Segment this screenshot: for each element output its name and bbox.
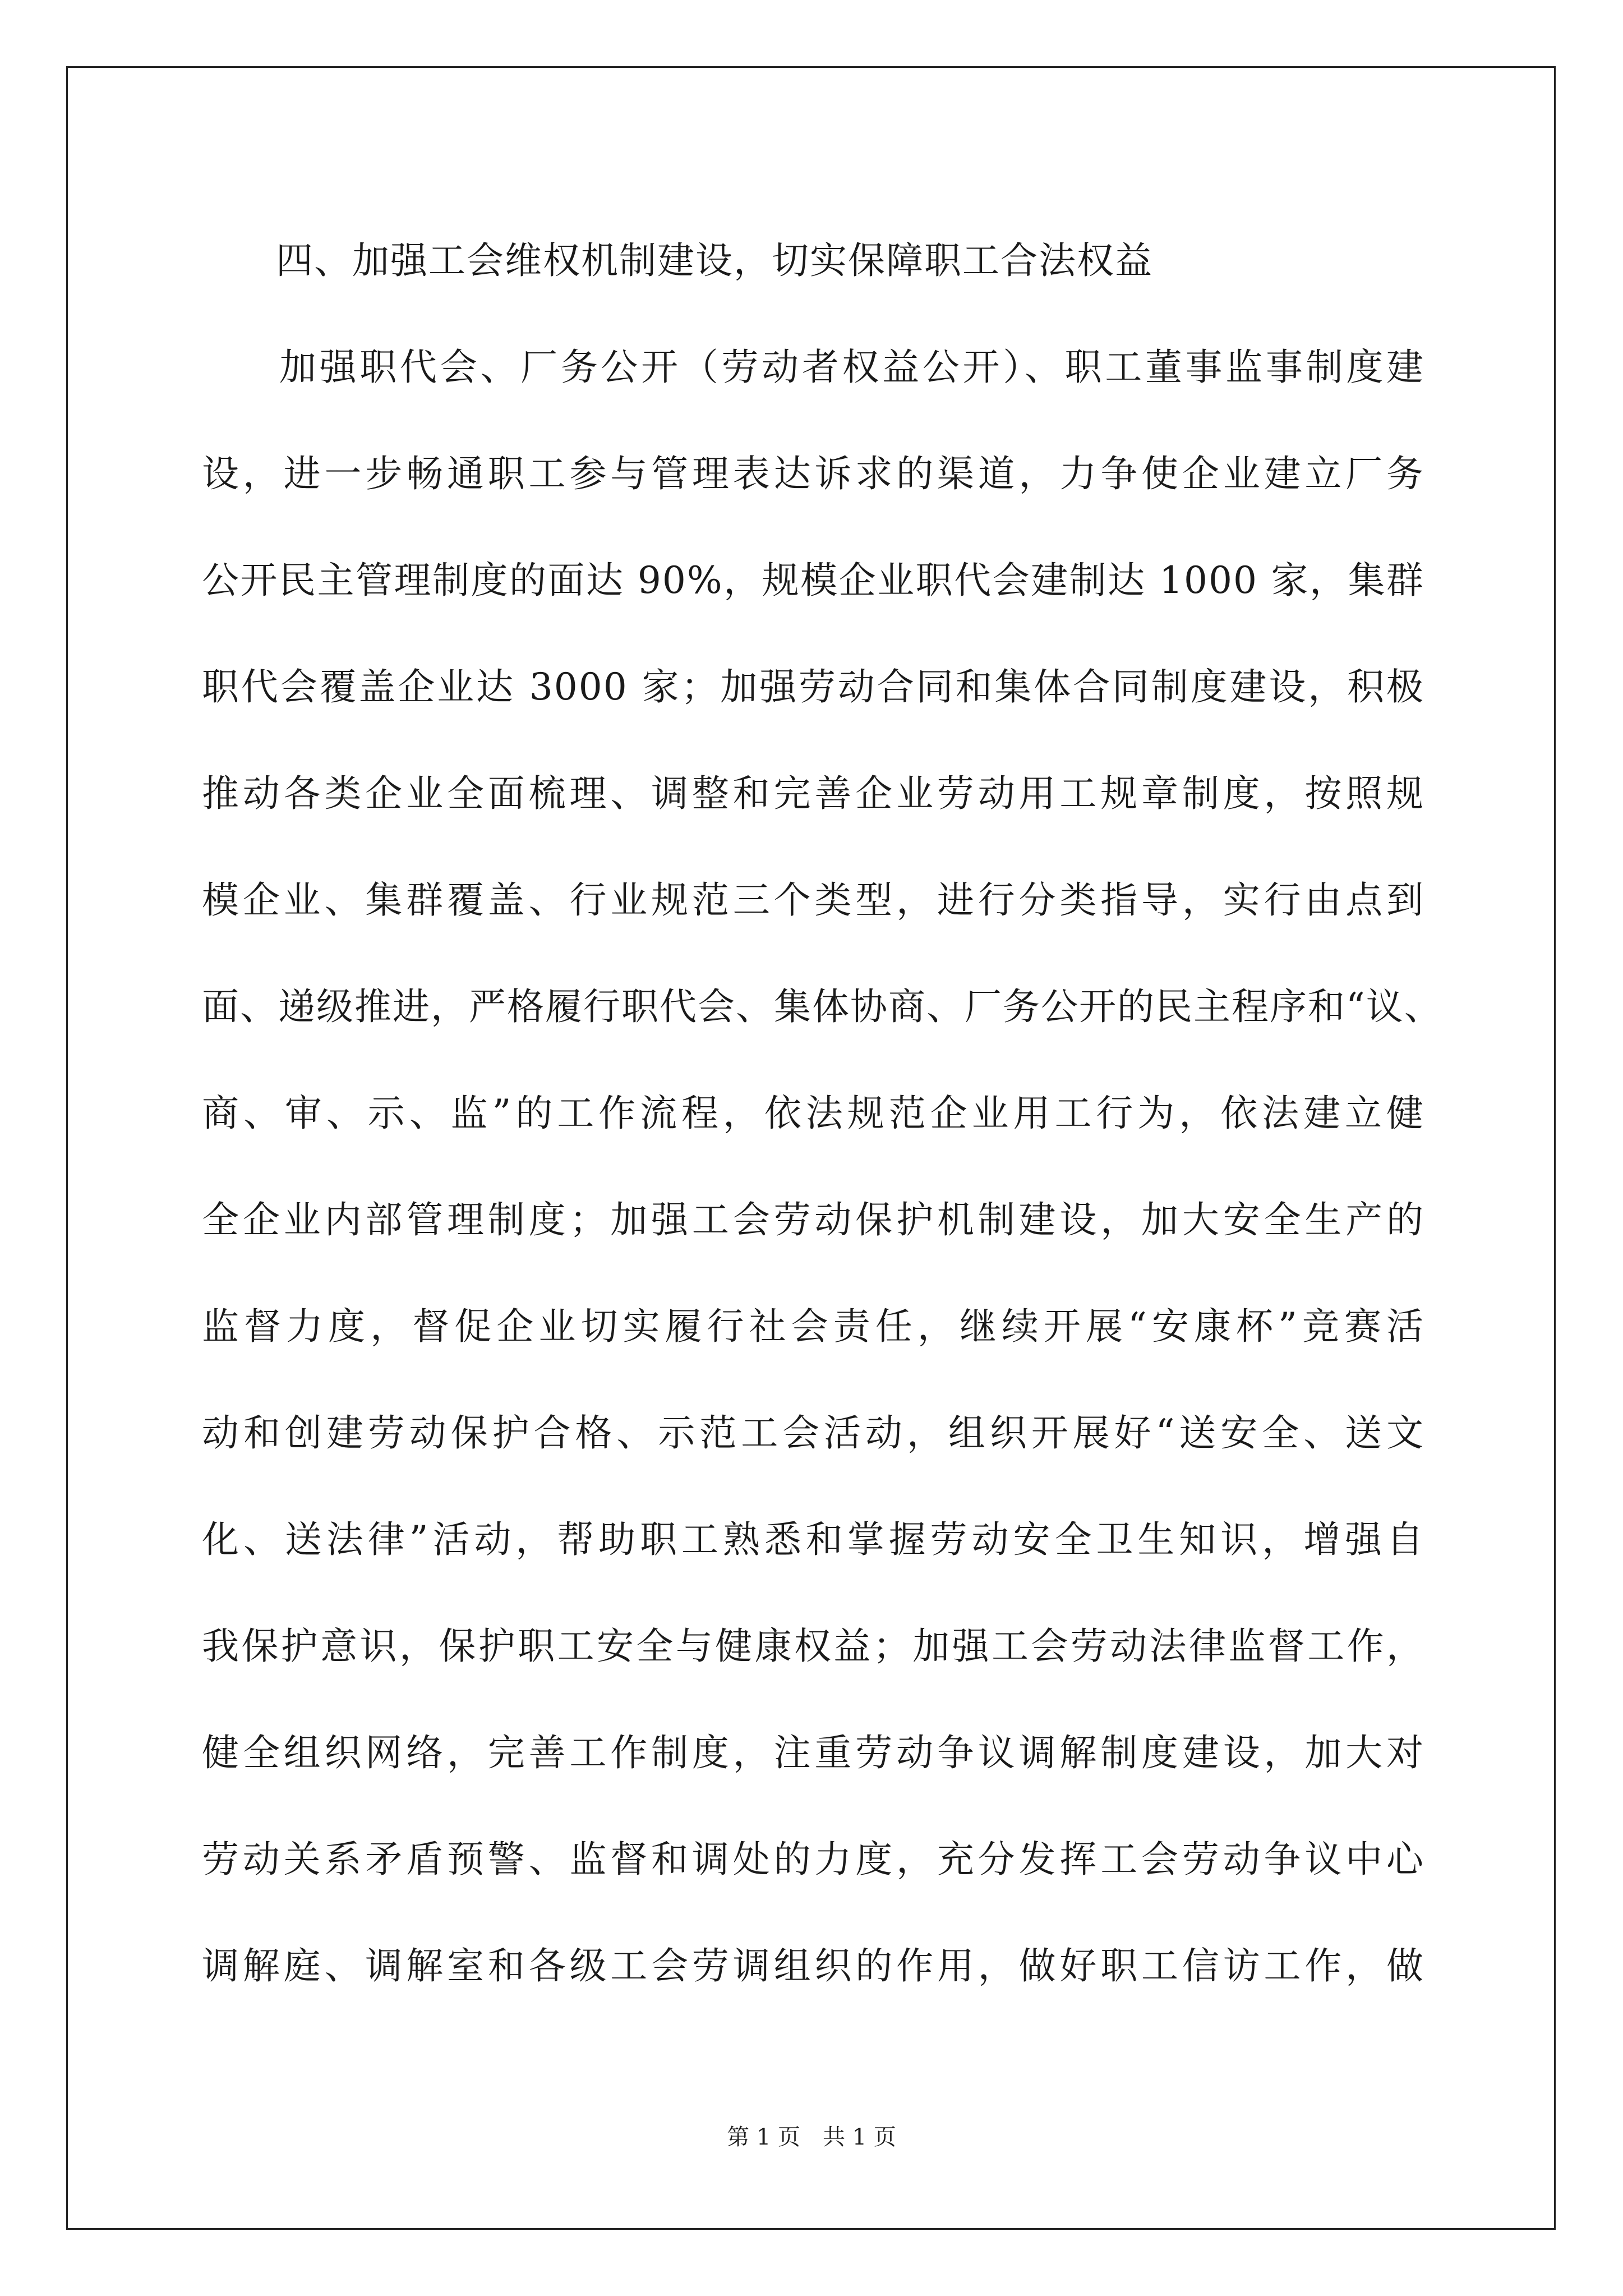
paragraph-line: 加强职代会、厂务公开（劳动者权益公开）、职工董事监事制度建 (279, 346, 1424, 389)
paragraph-line: 监督力度，督促企业切实履行社会责任，继续开展“安康杯”竞赛活 (202, 1305, 1424, 1348)
paragraph-line: 化、送法律”活动，帮助职工熟悉和掌握劳动安全卫生知识，增强自 (202, 1518, 1424, 1561)
page-number-total: 共 1 页 (823, 2124, 896, 2150)
paragraph-line: 推动各类企业全面梳理、调整和完善企业劳动用工规章制度，按照规 (202, 772, 1424, 815)
paragraph-line: 动和创建劳动保护合格、示范工会活动，组织开展好“送安全、送文 (202, 1411, 1424, 1455)
paragraph-line: 职代会覆盖企业达 3000 家；加强劳动合同和集体合同制度建设，积极 (202, 665, 1424, 708)
section-heading: 四、加强工会维权机制建设，切实保障职工合法权益 (276, 239, 1153, 282)
paragraph-line: 我保护意识，保护职工安全与健康权益；加强工会劳动法律监督工作， (202, 1625, 1424, 1668)
paragraph-line: 劳动关系矛盾预警、监督和调处的力度，充分发挥工会劳动争议中心 (202, 1838, 1424, 1881)
paragraph-line: 设，进一步畅通职工参与管理表达诉求的渠道，力争使企业建立厂务 (202, 452, 1424, 495)
paragraph-line: 公开民主管理制度的面达 90%，规模企业职代会建制达 1000 家，集群 (202, 559, 1424, 602)
paragraph-line: 面、递级推进，严格履行职代会、集体协商、厂务公开的民主程序和“议、 (202, 985, 1442, 1028)
page-footer (0, 2120, 1623, 2154)
paragraph-line: 模企业、集群覆盖、行业规范三个类型，进行分类指导，实行由点到 (202, 878, 1424, 922)
document-body (202, 208, 1442, 2019)
paragraph-line: 调解庭、调解室和各级工会劳调组织的作用，做好职工信访工作，做 (202, 1944, 1424, 1987)
paragraph (202, 314, 1442, 2019)
paragraph-line: 健全组织网络，完善工作制度，注重劳动争议调解制度建设，加大对 (202, 1731, 1424, 1774)
paragraph-line: 商、审、示、监”的工作流程，依法规范企业用工行为，依法建立健 (202, 1092, 1424, 1135)
paragraph-line: 全企业内部管理制度；加强工会劳动保护机制建设，加大安全生产的 (202, 1198, 1424, 1241)
page-number-current: 第 1 页 (727, 2124, 800, 2150)
